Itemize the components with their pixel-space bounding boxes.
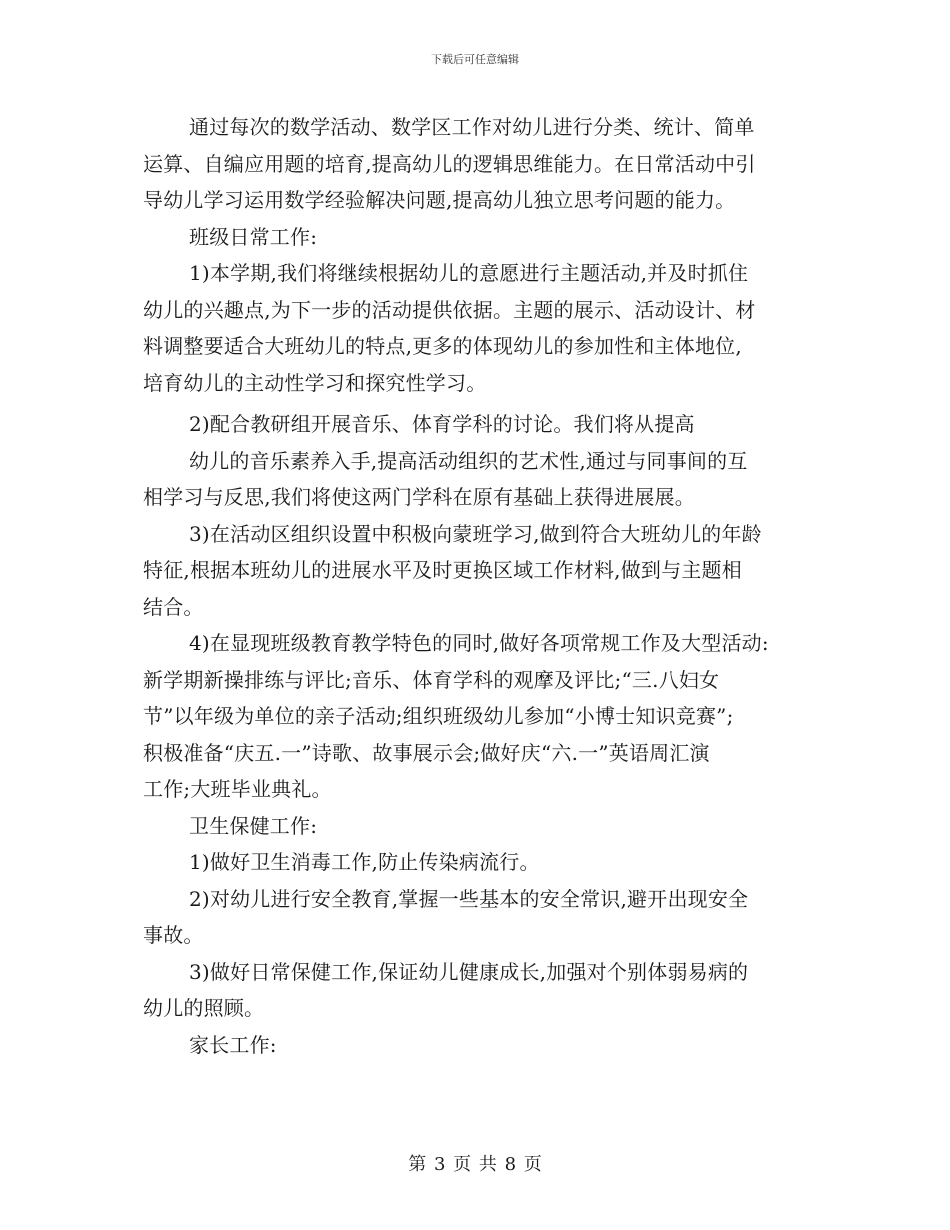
paragraph-line: 幼儿的兴趣点,为下一步的活动提供依据。主题的展示、活动设计、材: [143, 297, 756, 322]
paragraph-line: 幼儿的音乐素养入手,提高活动组织的艺术性,通过与同事间的互: [189, 448, 748, 473]
paragraph-line: 培育幼儿的主动性学习和探究性学习。: [143, 370, 487, 395]
paragraph-line: 事故。: [143, 923, 204, 947]
paragraph-line: 2)配合教研组开展音乐、体育学科的讨论。我们将从提高: [189, 412, 695, 436]
paragraph-line: 运算、自编应用题的培育,提高幼儿的逻辑思维能力。在日常活动中引: [143, 151, 756, 176]
paragraph-line: 通过每次的数学活动、数学区工作对幼儿进行分类、统计、简单: [189, 115, 755, 139]
paragraph-line: 1)本学期,我们将继续根据幼儿的意愿进行主题活动,并及时抓住: [189, 261, 749, 285]
section-heading-daily-work: 班级日常工作:: [189, 224, 318, 249]
paragraph-line: 特征,根据本班幼儿的进展水平及时更换区域工作材料,做到与主题相: [143, 558, 742, 582]
paragraph-line: 2)对幼儿进行安全教育,掌握一些基本的安全常识,避开出现安全: [189, 886, 749, 911]
document-body: [143, 109, 803, 1063]
paragraph-line: 1)做好卫生消毒工作,防止传染病流行。: [189, 850, 540, 874]
paragraph-line: 新学期新操排练与评比;音乐、体育学科的观摩及评比;“三.八妇女: [143, 667, 720, 692]
paragraph-line: 3)做好日常保健工作,保证幼儿健康成长,加强对个别体弱易病的: [189, 959, 749, 984]
paragraph-line: 3)在活动区组织设置中积极向蒙班学习,做到符合大班幼儿的年龄: [189, 521, 762, 546]
paragraph-line: 结合。: [143, 594, 204, 619]
paragraph-line: 节”以年级为单位的亲子活动;组织班级幼儿参加“小博士知识竞赛”;: [143, 704, 734, 728]
paragraph-line: 工作;大班毕业典礼。: [143, 777, 332, 801]
paragraph-line: 幼儿的照顾。: [143, 996, 265, 1020]
paragraph-line: 相学习与反思,我们将使这两门学科在原有基础上获得进展展。: [143, 485, 695, 509]
paragraph-line: 4)在显现班级教育教学特色的同时,做好各项常规工作及大型活动:: [189, 631, 769, 655]
section-heading-health-work: 卫生保健工作:: [189, 813, 318, 838]
paragraph-line: 料调整要适合大班幼儿的特点,更多的体现幼儿的参加性和主体地位,: [143, 334, 742, 358]
section-heading-parent-work: 家长工作:: [189, 1032, 277, 1057]
paragraph-line: 导幼儿学习运用数学经验解决问题,提高幼儿独立思考问题的能力。: [143, 188, 736, 212]
paragraph-line: 积极准备“庆五.一”诗歌、故事展示会;做好庆“六.一”英语周汇演: [143, 740, 710, 765]
page-number-footer: 第 3 页 共 8 页: [408, 1154, 542, 1175]
page-header: 下载后可任意编辑: [431, 53, 519, 66]
